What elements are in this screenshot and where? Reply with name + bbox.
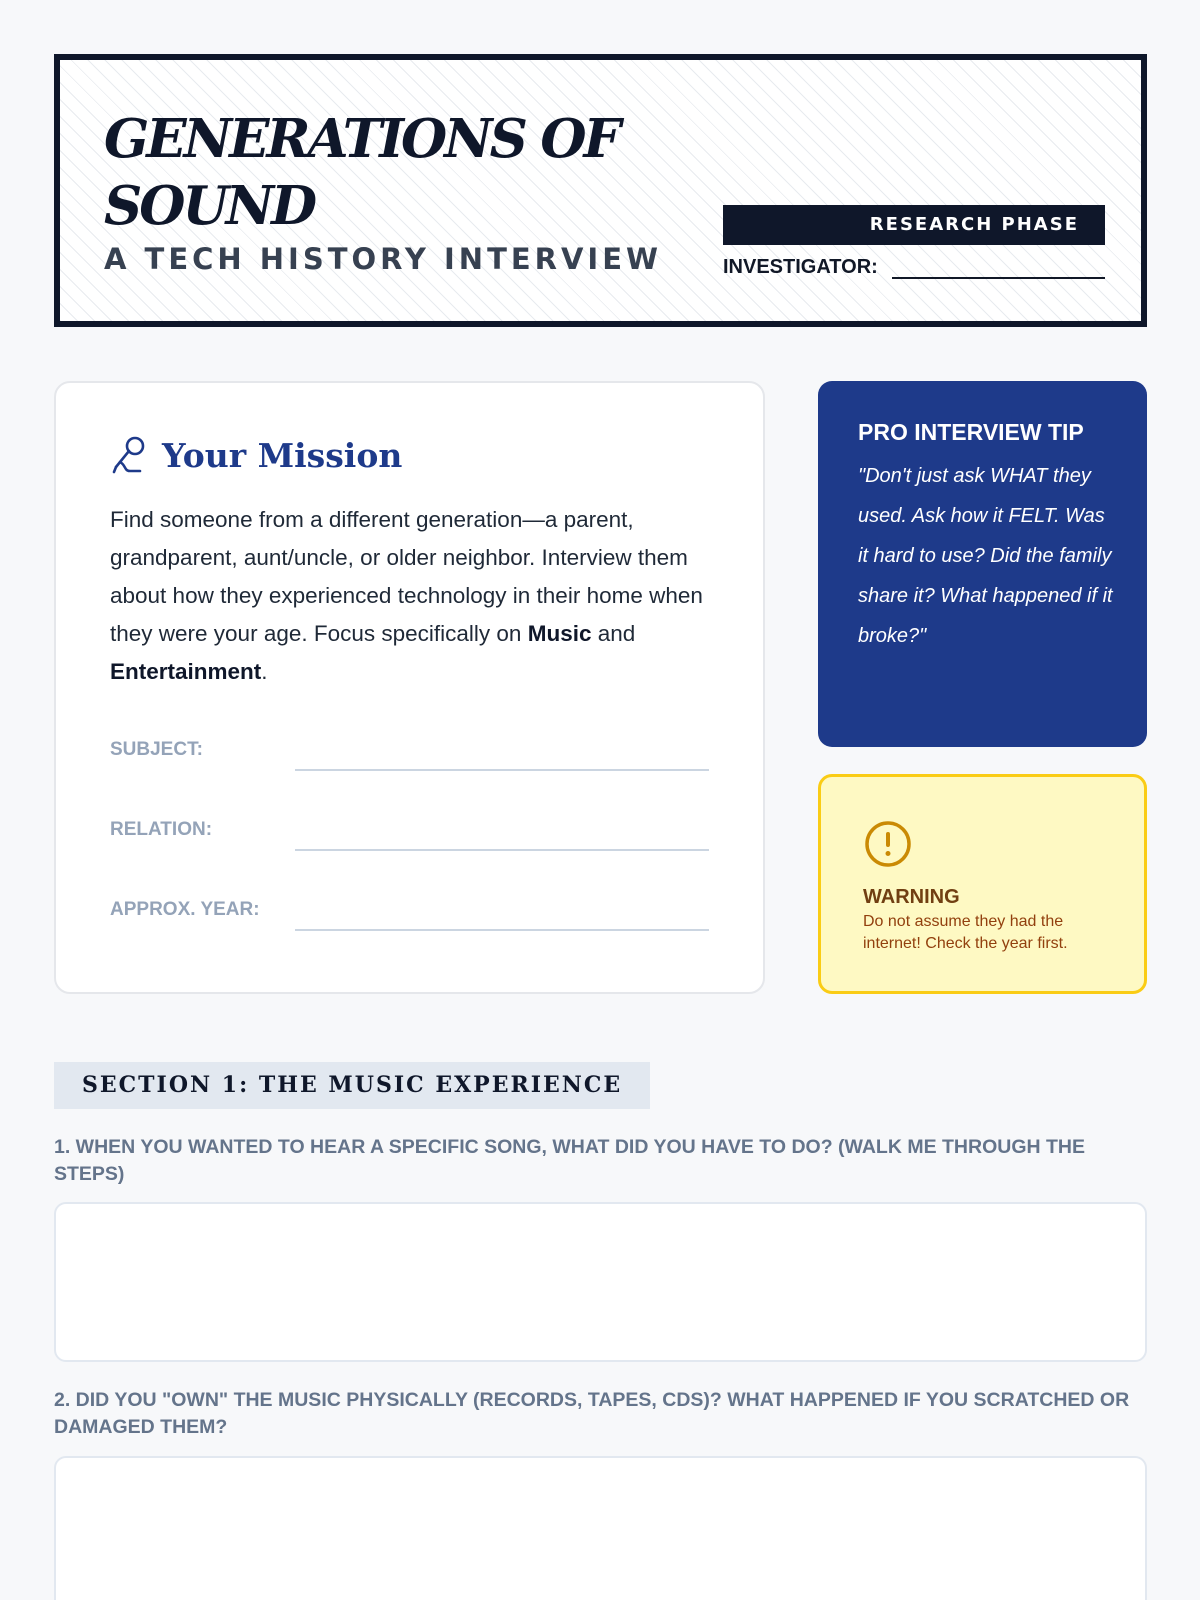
page-subtitle: A TECH HISTORY INTERVIEW <box>104 242 663 276</box>
question-2: 2. DID YOU "OWN" THE MUSIC PHYSICALLY (RECORDS, TAPES, CDS)? WHAT HAPPENED IF YOU SCRATCHED OR DAMAGED THEM? <box>54 1389 1130 1438</box>
approx-year-input-line[interactable] <box>295 891 709 931</box>
page-title <box>104 106 664 240</box>
subject-input-line[interactable] <box>295 731 709 771</box>
alert-circle-icon <box>863 819 913 869</box>
warning-card <box>818 774 1147 994</box>
mission-focus-entertainment: Entertainment <box>110 659 262 684</box>
tip-quote: "Don't just ask WHAT they used. Ask how it FELT. Was it hard to use? Did the family share it? What happened if it broke?" <box>858 465 1113 647</box>
tip-title: PRO INTERVIEW TIP <box>858 419 1084 445</box>
pro-tip-card <box>818 381 1147 747</box>
question-1: 1. WHEN YOU WANTED TO HEAR A SPECIFIC SONG, WHAT DID YOU HAVE TO DO? (WALK ME THROUGH THE STEPS) <box>54 1136 1086 1185</box>
mission-title: Your Mission <box>162 435 403 475</box>
investigator-label: INVESTIGATOR: <box>723 256 878 278</box>
answer-box-1[interactable] <box>54 1202 1147 1362</box>
investigator-input-line[interactable] <box>892 257 1105 279</box>
header-banner <box>54 54 1147 327</box>
title-line-2: SOUND <box>104 175 315 237</box>
mission-body-end: . <box>261 659 268 684</box>
relation-input-line[interactable] <box>295 811 709 851</box>
mission-focus-music: Music <box>527 621 592 646</box>
answer-box-2[interactable] <box>54 1456 1147 1600</box>
mission-body-and: and <box>591 621 636 646</box>
approx-year-field <box>110 891 709 931</box>
mission-header <box>110 435 709 475</box>
warning-title: WARNING <box>863 886 960 908</box>
approx-year-label: APPROX. YEAR: <box>110 899 260 920</box>
relation-field <box>110 811 709 851</box>
subject-field <box>110 731 709 771</box>
mission-description <box>110 501 710 691</box>
warning-text: Do not assume they had the internet! Check the year first. <box>863 913 1068 952</box>
subject-label: SUBJECT: <box>110 739 203 760</box>
relation-label: RELATION: <box>110 819 213 840</box>
microphone-icon <box>110 435 148 475</box>
title-line-1: GENERATIONS OF <box>104 108 619 170</box>
section-1-header: SECTION 1: THE MUSIC EXPERIENCE <box>54 1062 650 1109</box>
subject-fields <box>110 731 709 931</box>
investigator-field <box>723 256 1105 279</box>
mission-body-intro: Find someone from a different generation—a parent, grandparent, aunt/uncle, or older neighbor. Interview them about how they experienced technology in their home when they were your age. Focus specifically on <box>110 507 703 646</box>
phase-badge: RESEARCH PHASE <box>723 205 1105 245</box>
mission-card <box>54 381 765 994</box>
